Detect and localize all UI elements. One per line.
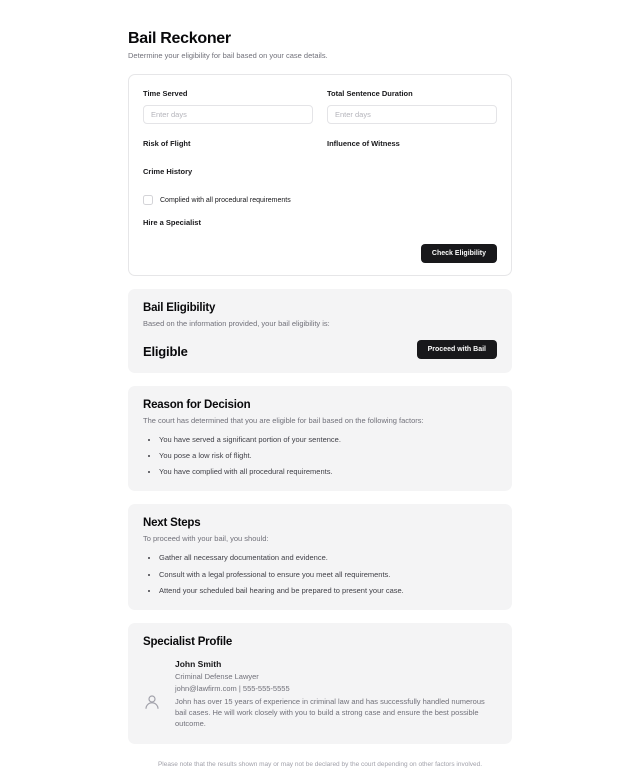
hire-specialist-label: Hire a Specialist xyxy=(143,218,201,227)
procedural-requirements-label: Complied with all procedural requirements xyxy=(160,196,291,204)
list-item: • Attend your scheduled bail hearing and be prepared to present your case. xyxy=(159,586,497,596)
list-item: • Gather all necessary documentation and evidence. xyxy=(159,553,497,563)
time-served-field xyxy=(143,89,313,124)
influence-of-witness-label: Influence of Witness xyxy=(327,139,400,148)
bail-form-card xyxy=(128,74,512,276)
specialist-details xyxy=(175,659,497,730)
reason-for-decision-panel xyxy=(128,386,512,491)
reason-subtitle: The court has determined that you are eligible for bail based on the following factors: xyxy=(143,416,424,425)
form-row-risks xyxy=(143,139,497,154)
check-eligibility-button[interactable]: Check Eligibility xyxy=(421,244,497,263)
specialist-bio: John has over 15 years of experience in criminal law and has successfully handled numerous bail cases. He will work closely with you to build a strong case and ensure the best possible outcome. xyxy=(175,696,485,729)
time-served-label: Time Served xyxy=(143,89,188,98)
next-steps-title: Next Steps xyxy=(143,517,201,530)
form-row-durations xyxy=(143,89,497,124)
procedural-requirements-checkbox[interactable] xyxy=(143,195,153,205)
specialist-profile-title: Specialist Profile xyxy=(143,635,233,648)
list-item: • You pose a low risk of flight. xyxy=(159,451,497,461)
page-subtitle: Determine your eligibility for bail based on your case details. xyxy=(128,51,328,60)
bail-eligibility-title: Bail Eligibility xyxy=(143,302,216,314)
procedural-requirements-checkbox-row[interactable] xyxy=(143,195,497,205)
status-badge: Eligible xyxy=(143,344,188,359)
reason-list xyxy=(143,435,497,477)
crime-history-label: Crime History xyxy=(143,167,193,176)
list-item: • You have complied with all procedural requirements. xyxy=(159,467,497,477)
list-item: • You have served a significant portion of your sentence. xyxy=(159,435,497,445)
specialist-profile-panel xyxy=(128,623,512,744)
specialist-name: John Smith xyxy=(175,658,222,669)
next-steps-subtitle: To proceed with your bail, you should: xyxy=(143,534,269,544)
hire-specialist-field[interactable] xyxy=(143,218,497,227)
specialist-contact: john@lawfirm.com | 555-555-5555 xyxy=(175,683,290,693)
page-title: Bail Reckoner xyxy=(128,30,231,47)
next-steps-panel xyxy=(128,504,512,609)
avatar xyxy=(143,693,161,711)
reason-title: Reason for Decision xyxy=(143,399,251,411)
bail-eligibility-subtitle: Based on the information provided, your bail eligibility is: xyxy=(143,319,330,328)
time-served-input[interactable] xyxy=(143,105,313,124)
risk-of-flight-field[interactable] xyxy=(143,139,313,154)
bail-eligibility-panel xyxy=(128,289,512,373)
specialist-profile-body xyxy=(143,659,497,730)
total-sentence-field xyxy=(327,89,497,124)
total-sentence-label: Total Sentence Duration xyxy=(327,89,413,98)
next-steps-list xyxy=(143,553,497,595)
risk-of-flight-label: Risk of Flight xyxy=(143,139,191,148)
specialist-role: Criminal Defense Lawyer xyxy=(175,671,259,681)
bail-eligibility-result-row xyxy=(143,340,497,359)
total-sentence-input[interactable] xyxy=(327,105,497,124)
form-actions xyxy=(143,244,497,263)
list-item: • Consult with a legal professional to ensure you meet all requirements. xyxy=(159,570,497,580)
footer-disclaimer: Please note that the results shown may or may not be declared by the court depending on other factors involved. xyxy=(157,760,483,768)
proceed-with-bail-button[interactable]: Proceed with Bail xyxy=(417,340,497,359)
influence-of-witness-field[interactable] xyxy=(327,139,497,154)
crime-history-field[interactable] xyxy=(143,167,497,176)
